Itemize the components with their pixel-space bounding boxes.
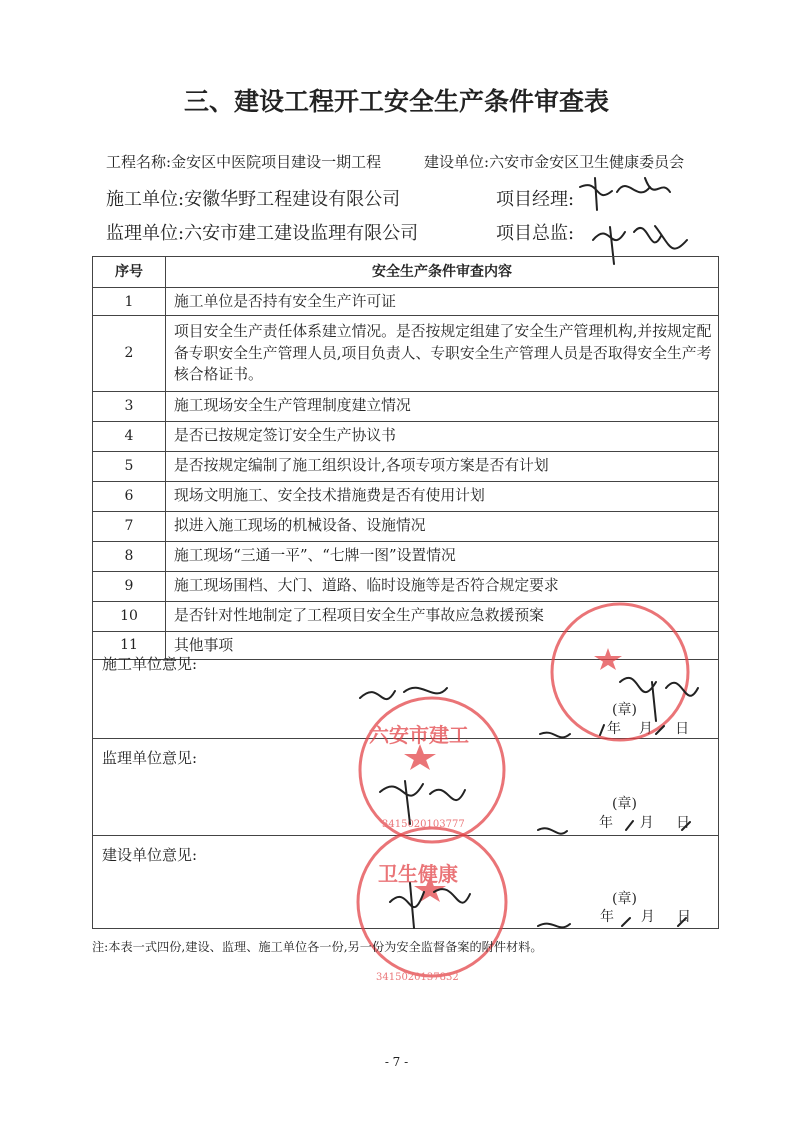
- row-content: 现场文明施工、安全技术措施费是否有使用计划: [166, 481, 719, 511]
- table-row: [93, 316, 719, 391]
- page-number: - 7 -: [384, 1055, 409, 1069]
- supervision-date-year-unit: 年: [599, 815, 613, 831]
- table-row: [93, 481, 719, 511]
- row-content: 项目安全生产责任体系建立情况。是否按规定组建了安全生产管理机构,并按规定配备专职安全生产管理人员,项目负责人、专职安全生产管理人员是否取得安全生产考核合格证书。: [166, 316, 719, 391]
- row-content: 是否按规定编制了施工组织设计,各项专项方案是否有计划: [166, 451, 719, 481]
- owner-date-year-unit: 年: [600, 909, 614, 925]
- table-row: [93, 571, 719, 601]
- owner-seal-code: 3415020137832: [376, 972, 459, 983]
- row-number: 3: [93, 391, 166, 421]
- row-number: 1: [93, 288, 166, 316]
- construction-date-year-unit: 年: [607, 721, 621, 737]
- supervision-seal: [360, 698, 504, 842]
- construction-seal: [552, 604, 688, 740]
- table-header-row: [93, 257, 719, 288]
- construction-date-month-unit: 月: [638, 721, 653, 737]
- row-number: 9: [93, 571, 166, 601]
- row-content: 拟进入施工现场的机械设备、设施情况: [166, 511, 719, 541]
- row-number: 7: [93, 511, 166, 541]
- manager-signature: [580, 178, 670, 210]
- supervision-date-handwriting: [538, 821, 690, 834]
- project-manager-label: 项目经理:: [496, 189, 575, 210]
- supervision-seal-star: [404, 744, 436, 770]
- row-number: 4: [93, 421, 166, 451]
- supervision-unit-name: 六安市建工建设监理有限公司: [184, 223, 419, 244]
- table-row: [93, 288, 719, 316]
- supervision-date-day-unit: 日: [675, 815, 690, 831]
- row-content: 施工现场“三通一平”、“七牌一图”设置情况: [166, 541, 719, 571]
- owner-unit: [424, 151, 684, 172]
- supervision-signature: [380, 781, 465, 824]
- row-number: 2: [93, 316, 166, 391]
- table-row: [93, 421, 719, 451]
- construction-opinion-label: 施工单位意见:: [102, 655, 198, 673]
- table-row: [93, 541, 719, 571]
- signatures-header: [575, 170, 695, 270]
- project-info-line: [106, 151, 685, 172]
- owner-unit-label: 建设单位:: [424, 153, 490, 171]
- construction-date-day-unit: 日: [675, 721, 690, 737]
- row-content: 是否已按规定签订安全生产协议书: [166, 421, 719, 451]
- supervision-opinion-label: 监理单位意见:: [102, 749, 198, 767]
- construction-unit-label: 施工单位:: [106, 189, 185, 210]
- row-number: 8: [93, 541, 166, 571]
- table-row: [93, 391, 719, 421]
- row-number: 5: [93, 451, 166, 481]
- construction-unit-row: [106, 185, 400, 211]
- footnote: 注:本表一式四份,建设、监理、施工单位各一份,另一份为安全监督备案的附件材料。: [92, 940, 543, 954]
- project-name-label: 工程名称:: [106, 153, 172, 171]
- supervision-seal-text: 六安市建工: [369, 723, 469, 747]
- header-content: 安全生产条件审查内容: [166, 257, 719, 288]
- owner-opinion-label: 建设单位意见:: [102, 846, 198, 864]
- owner-date-day-unit: 日: [676, 909, 691, 925]
- chief-supervisor-label: 项目总监:: [496, 223, 575, 244]
- construction-unit-name: 安徽华野工程建设有限公司: [184, 189, 401, 210]
- construction-seal-ring: [552, 604, 688, 740]
- supervision-unit-row: [106, 219, 418, 245]
- construction-seal-star: [594, 648, 622, 670]
- row-number: 11: [93, 631, 166, 659]
- supervision-stamp-label: (章): [612, 796, 637, 812]
- header-number: 序号: [93, 257, 166, 288]
- owner-unit-name: 六安市金安区卫生健康委员会: [489, 153, 685, 171]
- table-row: [93, 511, 719, 541]
- owner-stamp-label: (章): [612, 891, 637, 907]
- supervision-unit-label: 监理单位:: [106, 223, 185, 244]
- project-name: 金安区中医院项目建设一期工程: [171, 153, 382, 171]
- row-number: 6: [93, 481, 166, 511]
- row-content: 施工现场围档、大门、道路、临时设施等是否符合规定要求: [166, 571, 719, 601]
- row-content: 施工现场安全生产管理制度建立情况: [166, 391, 719, 421]
- seals-and-signatures: [300, 600, 740, 1020]
- row-content: 其他事项: [166, 631, 719, 659]
- owner-date-handwriting: [538, 918, 686, 927]
- owner-seal: [358, 828, 506, 983]
- page-title: 三、建设工程开工安全生产条件审查表: [183, 87, 609, 116]
- table-row: [93, 451, 719, 481]
- row-content: 是否针对性地制定了工程项目安全生产事故应急救援预案: [166, 601, 719, 631]
- owner-seal-text: 卫生健康: [378, 862, 458, 886]
- row-content: 施工单位是否持有安全生产许可证: [166, 288, 719, 316]
- construction-stamp-label: (章): [612, 702, 637, 718]
- owner-date-month-unit: 月: [640, 909, 655, 925]
- row-number: 10: [93, 601, 166, 631]
- supervision-date-month-unit: 月: [639, 815, 654, 831]
- supervision-seal-code: 3415020103777: [382, 819, 465, 830]
